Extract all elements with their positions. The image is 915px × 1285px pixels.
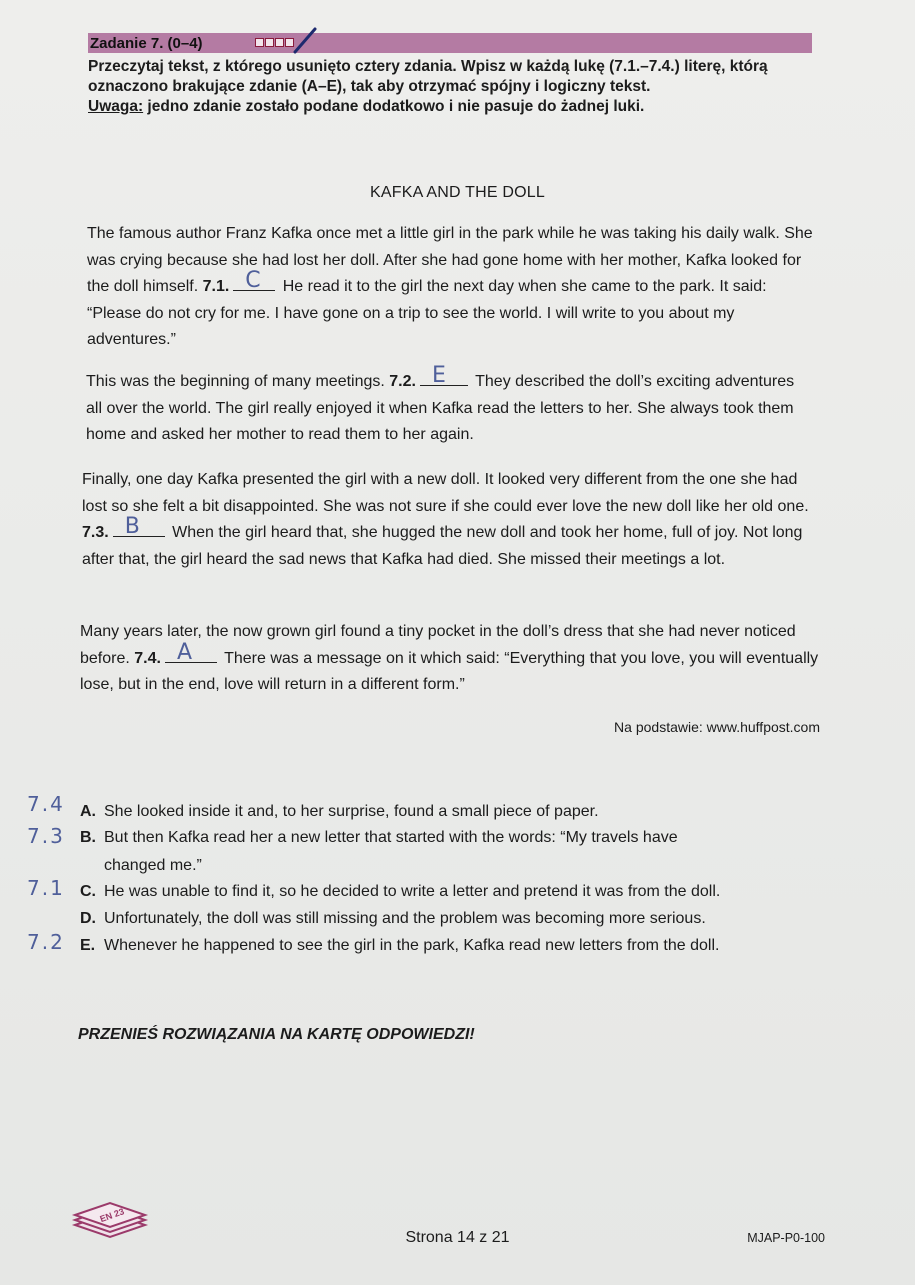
transfer-note: PRZENIEŚ ROZWIĄZANIA NA KARTĘ ODPOWIEDZI!: [78, 1026, 475, 1043]
option-text-cont: changed me.”: [104, 857, 202, 874]
p3-after: When the girl heard that, she hugged the new doll and took her home, full of joy. Not long after that, the girl heard the sad news that Kafka had died. She missed their meetings a lot.: [82, 524, 803, 568]
option-letter: A.: [80, 803, 96, 820]
score-box: [275, 38, 284, 47]
p3-before: Finally, one day Kafka presented the girl with a new doll. It looked very different from the one she had lost so she felt a bit disappointed. She was not sure if she could ever love the new doll like her old one.: [82, 471, 809, 515]
option-c-note: 7.1: [27, 876, 65, 900]
p2-before: This was the beginning of many meetings.: [86, 373, 390, 390]
gap-4-answer: A: [176, 639, 193, 665]
paragraph-1: [87, 221, 822, 354]
gap-4[interactable]: [165, 639, 217, 665]
p4-after: There was a message on it which said: “Everything that you love, you will eventually lose, but in the end, love will return in a different form.”: [80, 649, 819, 693]
gap-1-label: 7.1.: [202, 278, 230, 295]
source-credit: Na podstawie: www.huffpost.com: [614, 719, 820, 735]
instructions-text: Przeczytaj tekst, z którego usunięto cztery zdania. Wpisz w każdą lukę (7.1.–7.4.) literę, którą oznaczono brakujące zdanie (A–E), tak aby otrzymać spójny i logiczny tekst.: [88, 58, 768, 95]
p1-before: The famous author Franz Kafka once met a little girl in the park while he was taking his daily walk. She was crying because she had lost her doll. After she had gone home with her mother, Kafka looked for the doll himself.: [87, 225, 813, 295]
option-e-note: 7.2: [27, 930, 65, 954]
option-letter: C.: [80, 883, 96, 900]
article-title: KAFKA AND THE DOLL: [370, 184, 545, 201]
gap-3-label: 7.3.: [82, 524, 109, 541]
option-letter: B.: [80, 829, 96, 846]
option-d: [80, 905, 820, 933]
option-letter: E.: [80, 937, 96, 954]
gap-4-label: 7.4.: [134, 649, 161, 667]
task-instructions: [88, 57, 828, 117]
score-box: [265, 38, 274, 47]
paragraph-2: [86, 363, 806, 449]
warning-text: jedno zdanie zostało podane dodatkowo i nie pasuje do żadnej luki.: [143, 98, 645, 115]
gap-3[interactable]: [113, 514, 165, 539]
p1-after: He read it to the girl the next day when she came to the park. It said: “Please do not cry for me. I have gone on a trip to see the world. I will write to you about my adventures.”: [87, 278, 767, 348]
p4-before: Many years later, the now grown girl found a tiny pocket in the doll’s dress that she had never noticed before.: [80, 623, 796, 667]
gap-2[interactable]: [420, 363, 468, 388]
gap-1[interactable]: [233, 268, 275, 293]
page-number: Strona 14 z 21: [405, 1229, 510, 1246]
gap-2-answer: E: [431, 363, 446, 388]
option-a-note: 7.4: [27, 792, 65, 816]
paragraph-4: [80, 619, 825, 699]
option-text: But then Kafka read her a new letter that started with the words: “My travels have: [104, 829, 678, 846]
gap-1-answer: C: [245, 268, 261, 293]
gap-3-answer: B: [124, 514, 140, 539]
gap-2-label: 7.2.: [389, 373, 416, 390]
p2-after: They described the doll’s exciting adventures all over the world. The girl really enjoyed it when Kafka read the letters to her. She always took them home and asked her mother to read them to her again.: [86, 373, 795, 443]
option-b: [80, 824, 820, 880]
score-boxes: [255, 38, 294, 47]
option-c: [80, 878, 820, 906]
task-label: Zadanie 7. (0–4): [90, 35, 203, 52]
option-text: Unfortunately, the doll was still missing and the problem was becoming more serious.: [104, 910, 706, 927]
option-letter: D.: [80, 910, 96, 927]
option-text: He was unable to find it, so he decided to write a letter and pretend it was from the doll.: [104, 883, 721, 900]
exam-code: MJAP-P0-100: [747, 1231, 825, 1245]
warning-label: Uwaga:: [88, 98, 144, 115]
score-box: [255, 38, 264, 47]
option-b-note: 7.3: [27, 824, 65, 848]
option-e: [80, 932, 820, 960]
option-text: She looked inside it and, to her surprise, found a small piece of paper.: [104, 803, 599, 820]
paragraph-3: [82, 467, 822, 573]
option-a: [80, 798, 820, 826]
option-text: Whenever he happened to see the girl in the park, Kafka read new letters from the doll.: [104, 937, 720, 954]
pen-stroke-mark: [292, 26, 318, 54]
svg-text:EN 23: EN 23: [98, 1206, 126, 1225]
